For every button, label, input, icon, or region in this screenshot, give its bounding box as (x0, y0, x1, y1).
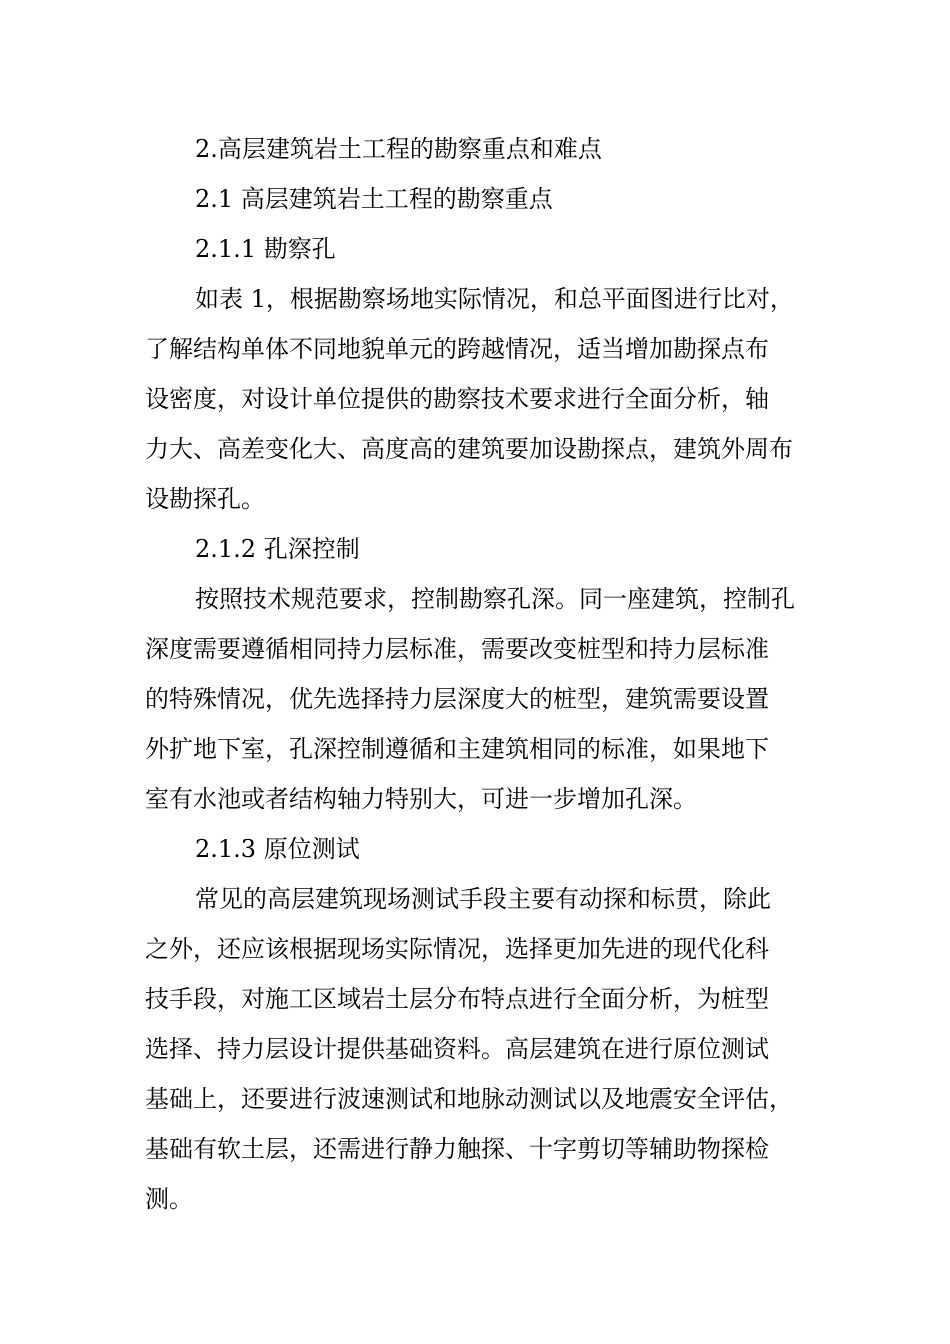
paragraph-line: 技手段，对施工区域岩土层分布特点进行全面分析，为桩型 (145, 985, 769, 1013)
document-body (145, 124, 810, 1224)
paragraph-line: 基础上，还要进行波速测试和地脉动测试以及地震安全评估， (145, 1085, 793, 1113)
paragraph-line: 了解结构单体不同地貌单元的跨越情况，适当增加勘探点布 (145, 335, 769, 363)
subsection-heading: 2.1 高层建筑岩土工程的勘察重点 (195, 185, 553, 213)
paragraph-line: 如表 1，根据勘察场地实际情况，和总平面图进行比对， (195, 285, 794, 313)
paragraph-line: 室有水池或者结构轴力特别大，可进一步增加孔深。 (145, 785, 697, 813)
paragraph-line: 之外，还应该根据现场实际情况，选择更加先进的现代化科 (145, 935, 769, 963)
subsubsection-heading: 2.1.1 勘察孔 (195, 235, 336, 263)
paragraph-line: 基础有软土层，还需进行静力触探、十字剪切等辅助物探检 (145, 1135, 769, 1163)
paragraph-line: 按照技术规范要求，控制勘察孔深。同一座建筑，控制孔 (195, 585, 795, 613)
paragraph-line: 外扩地下室，孔深控制遵循和主建筑相同的标准，如果地下 (145, 735, 769, 763)
paragraph-line: 的特殊情况，优先选择持力层深度大的桩型，建筑需要设置 (145, 685, 769, 713)
paragraph-line: 力大、高差变化大、高度高的建筑要加设勘探点，建筑外周布 (145, 435, 793, 463)
subsubsection-heading: 2.1.3 原位测试 (195, 835, 360, 863)
paragraph-line: 设密度，对设计单位提供的勘察技术要求进行全面分析，轴 (145, 385, 769, 413)
subsubsection-heading: 2.1.2 孔深控制 (195, 535, 360, 563)
paragraph-line: 选择、持力层设计提供基础资料。高层建筑在进行原位测试 (145, 1035, 769, 1063)
paragraph-line: 常见的高层建筑现场测试手段主要有动探和标贯，除此 (195, 885, 771, 913)
paragraph-line: 深度需要遵循相同持力层标准，需要改变桩型和持力层标准 (145, 635, 769, 663)
paragraph-line: 测。 (145, 1185, 193, 1213)
paragraph-line: 设勘探孔。 (145, 485, 265, 513)
section-heading: 2.高层建筑岩土工程的勘察重点和难点 (195, 135, 602, 163)
